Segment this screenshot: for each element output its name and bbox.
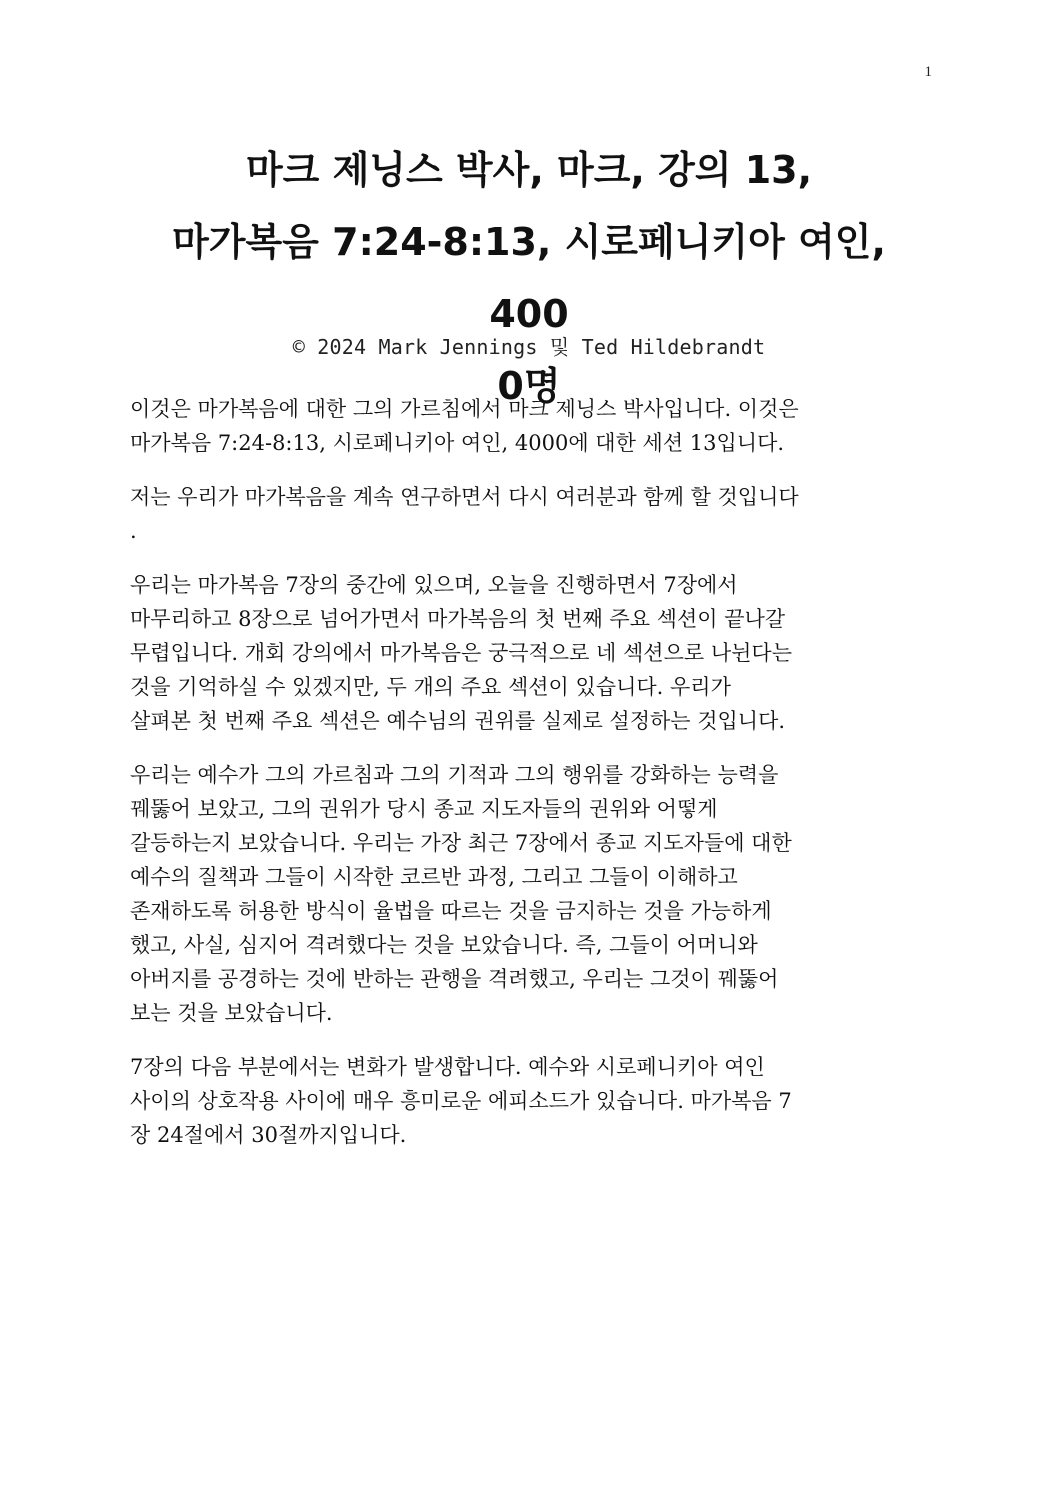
document-body [130,392,930,1172]
text-line: 것을 기억하실 수 있겠지만, 두 개의 주요 섹션이 있습니다. 우리가 [130,675,731,699]
paragraph-transition [130,1050,930,1152]
title-line: 마가복음 7:24-8:13, 시로페니키아 여인, 400 [172,220,886,336]
title-line: 0명 [497,364,561,408]
text-line: 살펴본 첫 번째 주요 섹션은 예수님의 권위를 실제로 설정하는 것입니다. [130,709,786,733]
paragraph-greeting [130,480,930,548]
text-line: 무렵입니다. 개회 강의에서 마가복음은 궁극적으로 네 섹션으로 나뉜다는 [130,641,792,665]
text-line: 예수의 질책과 그들이 시작한 코르반 과정, 그리고 그들이 이해하고 [130,865,738,889]
text-line: . [130,519,137,543]
text-line: 꿰뚫어 보았고, 그의 권위가 당시 종교 지도자들의 권위와 어떻게 [130,797,718,821]
text-line: 우리는 마가복음 7장의 중간에 있으며, 오늘을 진행하면서 7장에서 [130,573,738,597]
text-line: 마가복음 7:24-8:13, 시로페니키아 여인, 4000에 대한 세션 13입니다. [130,431,785,455]
text-line: 사이의 상호작용 사이에 매우 흥미로운 에피소드가 있습니다. 마가복음 7 [130,1089,792,1113]
text-line: 우리는 예수가 그의 가르침과 그의 기적과 그의 행위를 강화하는 능력을 [130,763,779,787]
page-number: 1 [924,64,932,80]
text-line: 저는 우리가 마가복음을 계속 연구하면서 다시 여러분과 함께 할 것입니다 [130,485,799,509]
text-line: 7장의 다음 부분에서는 변화가 발생합니다. 예수와 시로페니키아 여인 [130,1055,765,1079]
text-line: 아버지를 공경하는 것에 반하는 관행을 격려했고, 우리는 그것이 꿰뚫어 [130,967,779,991]
document-title [130,134,928,422]
text-line: 했고, 사실, 심지어 격려했다는 것을 보았습니다. 즉, 그들이 어머니와 [130,933,758,957]
text-line: 갈등하는지 보았습니다. 우리는 가장 최근 7장에서 종교 지도자들에 대한 [130,831,792,855]
text-line: 마무리하고 8장으로 넘어가면서 마가복음의 첫 번째 주요 섹션이 끝나갈 [130,607,786,631]
text-line: 존재하도록 허용한 방식이 율법을 따르는 것을 금지하는 것을 가능하게 [130,899,772,923]
paragraph-intro [130,392,930,460]
title-line: 마크 제닝스 박사, 마크, 강의 13, [245,148,813,192]
text-line: 보는 것을 보았습니다. [130,1001,333,1025]
text-line: 이것은 마가복음에 대한 그의 가르침에서 마크 제닝스 박사입니다. 이것은 [130,397,799,421]
paragraph-context [130,568,930,738]
copyright-notice: © 2024 Mark Jennings 및 Ted Hildebrandt [292,335,766,359]
paragraph-review [130,758,930,1030]
text-line: 장 24절에서 30절까지입니다. [130,1123,407,1147]
